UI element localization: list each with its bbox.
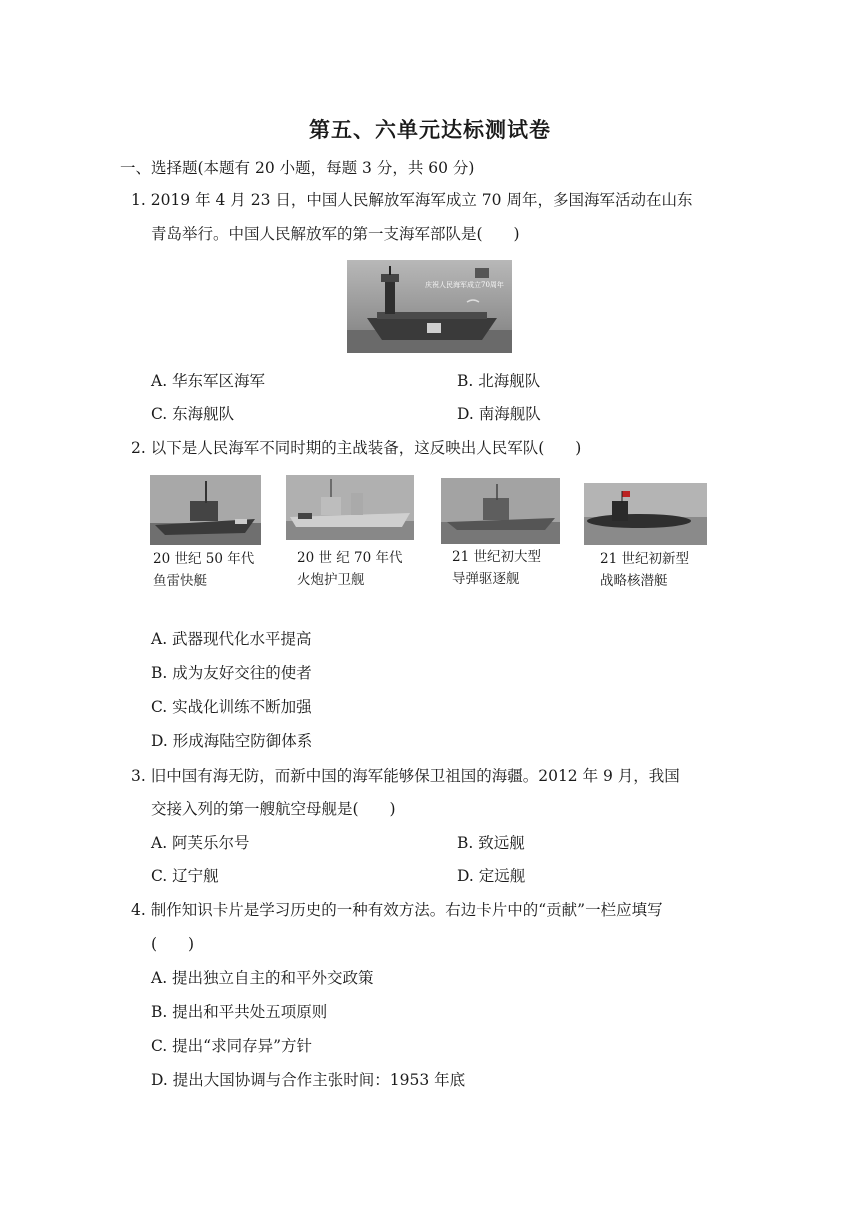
q2-option-b[interactable]: B. 成为友好交往的使者 — [151, 664, 312, 682]
q4-option-d[interactable]: D. 提出大国协调与合作主张时间：1953 年底 — [151, 1071, 466, 1089]
q2-option-a[interactable]: A. 武器现代化水平提高 — [151, 630, 312, 648]
q4-stem-line1: 4. 制作知识卡片是学习历史的一种有效方法。右边卡片中的“贡献”一栏应填写 — [131, 901, 663, 919]
caption-3-line2: 导弹驱逐舰 — [452, 571, 520, 587]
caption-4-line1: 21 世纪初新型 — [600, 551, 689, 567]
q1-option-c[interactable]: C. 东海舰队 — [151, 405, 235, 423]
page-title: 第五、六单元达标测试卷 — [309, 117, 551, 142]
q1-option-a[interactable]: A. 华东军区海军 — [151, 372, 266, 390]
q1-stem-line2: 青岛举行。中国人民解放军的第一支海军部队是( ) — [151, 225, 520, 243]
q3-stem-line1: 3. 旧中国有海无防，而新中国的海军能够保卫祖国的海疆。2012 年 9 月，我国 — [131, 767, 680, 785]
poster-caption: 庆祝人民海军成立70周年 — [425, 281, 504, 289]
destroyer-illustration — [441, 478, 560, 544]
q3-stem-line2: 交接入列的第一艘航空母舰是( ) — [151, 800, 396, 818]
frigate-photo — [286, 475, 414, 540]
q4-option-a[interactable]: A. 提出独立自主的和平外交政策 — [151, 969, 374, 987]
q1-option-d[interactable]: D. 南海舰队 — [457, 405, 541, 423]
destroyer-photo — [441, 478, 560, 544]
torpedo-boat-photo — [150, 475, 261, 545]
section-heading: 一、选择题(本题有 20 小题，每题 3 分，共 60 分) — [120, 159, 475, 177]
q4-option-c[interactable]: C. 提出“求同存异”方针 — [151, 1037, 313, 1055]
aircraft-carrier-illustration — [347, 260, 512, 353]
caption-2-line2: 火炮护卫舰 — [297, 572, 365, 588]
q4-option-b[interactable]: B. 提出和平共处五项原则 — [151, 1003, 328, 1021]
q2-option-d[interactable]: D. 形成海陆空防御体系 — [151, 732, 313, 750]
aircraft-carrier-photo — [347, 260, 512, 353]
caption-2-line1: 20 世 纪 70 年代 — [297, 550, 403, 566]
caption-3-line1: 21 世纪初大型 — [452, 549, 541, 565]
q2-stem-line1: 2. 以下是人民海军不同时期的主战装备，这反映出人民军队( ) — [131, 439, 582, 457]
q4-stem-line2: ( ) — [151, 935, 195, 953]
q1-option-b[interactable]: B. 北海舰队 — [457, 372, 541, 390]
submarine-photo — [584, 483, 707, 545]
q3-option-c[interactable]: C. 辽宁舰 — [151, 867, 219, 885]
caption-4-line2: 战略核潜艇 — [600, 573, 668, 589]
q3-option-d[interactable]: D. 定远舰 — [457, 867, 526, 885]
frigate-illustration — [286, 475, 414, 540]
caption-1-line2: 鱼雷快艇 — [153, 573, 207, 589]
submarine-illustration — [584, 483, 707, 545]
torpedo-boat-illustration — [150, 475, 261, 545]
q3-option-a[interactable]: A. 阿芙乐尔号 — [151, 834, 250, 852]
q3-option-b[interactable]: B. 致远舰 — [457, 834, 525, 852]
q2-option-c[interactable]: C. 实战化训练不断加强 — [151, 698, 312, 716]
caption-1-line1: 20 世纪 50 年代 — [153, 551, 255, 567]
q1-stem-line1: 1. 2019 年 4 月 23 日，中国人民解放军海军成立 70 周年，多国海军活动在山东 — [131, 191, 693, 209]
